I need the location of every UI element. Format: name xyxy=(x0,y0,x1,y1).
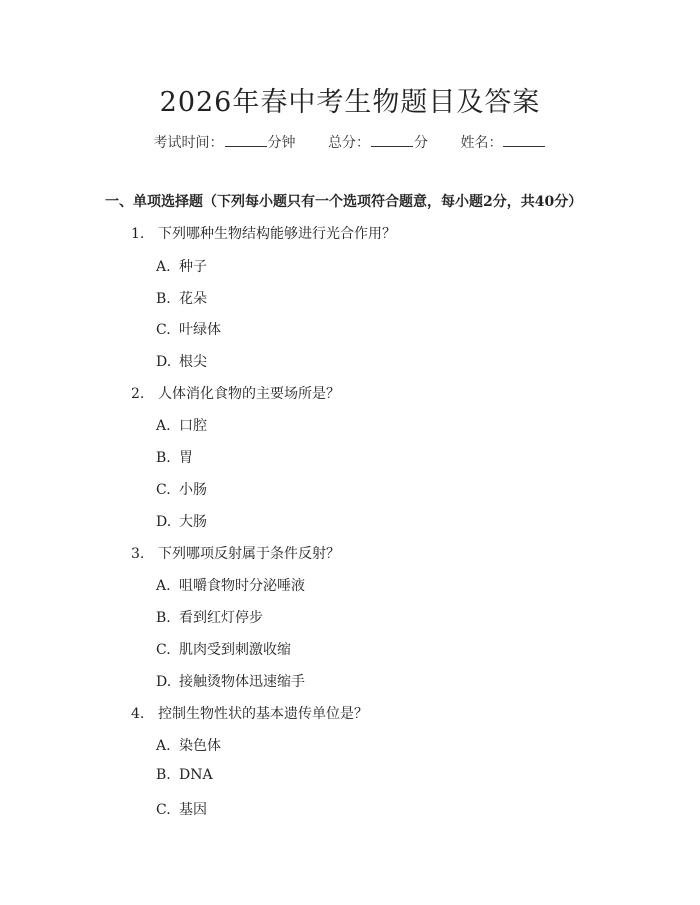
option-text: 胃 xyxy=(179,450,193,466)
option-letter: B. xyxy=(156,610,171,626)
option-text: 种子 xyxy=(179,259,207,275)
option-letter: C. xyxy=(156,322,171,338)
option-text: DNA xyxy=(179,767,213,783)
question-2 xyxy=(131,383,340,403)
question-3 xyxy=(131,543,340,563)
option-text: 大肠 xyxy=(179,514,207,530)
question-number: 2. xyxy=(131,386,145,402)
question-3-option-b xyxy=(156,607,263,627)
total-score-unit: 分 xyxy=(414,135,428,151)
question-2-option-a xyxy=(156,415,207,435)
exam-time-blank xyxy=(225,132,267,147)
name-blank xyxy=(503,132,545,147)
option-letter: C. xyxy=(156,482,171,498)
name-label: 姓名： xyxy=(460,135,503,151)
option-letter: B. xyxy=(156,767,171,783)
question-number: 1. xyxy=(131,226,145,242)
option-letter: D. xyxy=(156,514,172,530)
option-text: 染色体 xyxy=(179,738,221,754)
question-text: 下列哪种生物结构能够进行光合作用？ xyxy=(158,226,396,242)
section-title: 一、单项选择题（下列每小题只有一个选项符合题意，每小题2分，共40分） xyxy=(105,194,583,210)
question-2-option-c xyxy=(156,479,207,499)
exam-time-label: 考试时间： xyxy=(153,135,224,151)
question-1-option-d xyxy=(156,351,207,371)
exam-info-line xyxy=(0,132,700,152)
page-title: 2026年春中考生物题目及答案 xyxy=(159,87,541,118)
option-letter: B. xyxy=(156,291,171,307)
option-text: 接触烫物体迅速缩手 xyxy=(179,674,305,690)
option-text: 肌肉受到刺激收缩 xyxy=(179,642,291,658)
option-text: 看到红灯停步 xyxy=(179,610,263,626)
option-text: 叶绿体 xyxy=(179,322,221,338)
exam-time-field xyxy=(154,132,296,152)
question-text: 控制生物性状的基本遗传单位是？ xyxy=(158,706,368,722)
question-number: 4. xyxy=(131,706,145,722)
question-1-option-a xyxy=(156,256,207,276)
exam-time-unit: 分钟 xyxy=(267,135,296,151)
question-4-option-a xyxy=(156,735,221,755)
question-text: 人体消化食物的主要场所是？ xyxy=(158,386,340,402)
question-1-option-c xyxy=(156,319,221,339)
option-text: 花朵 xyxy=(179,291,207,307)
total-score-label: 总分： xyxy=(328,135,370,151)
option-letter: C. xyxy=(156,642,171,658)
name-field xyxy=(460,132,546,152)
option-letter: A. xyxy=(156,259,171,275)
option-text: 根尖 xyxy=(179,354,207,370)
total-score-field xyxy=(328,132,428,152)
option-letter: A. xyxy=(156,738,171,754)
question-4 xyxy=(131,703,368,723)
option-text: 咀嚼食物时分泌唾液 xyxy=(179,578,305,594)
total-score-blank xyxy=(371,132,413,147)
question-number: 3. xyxy=(131,546,145,562)
question-3-option-a xyxy=(156,575,305,595)
question-2-option-b xyxy=(156,447,193,467)
option-letter: A. xyxy=(156,418,171,434)
question-text: 下列哪项反射属于条件反射？ xyxy=(158,546,340,562)
question-1 xyxy=(131,223,396,243)
question-4-option-b xyxy=(156,767,213,783)
question-1-option-b xyxy=(156,288,207,308)
question-3-option-d xyxy=(156,671,305,691)
option-letter: D. xyxy=(156,674,172,690)
question-3-option-c xyxy=(156,639,291,659)
option-letter: B. xyxy=(156,450,171,466)
option-text: 小肠 xyxy=(179,482,207,498)
question-4-option-c xyxy=(156,799,207,819)
option-text: 口腔 xyxy=(179,418,207,434)
option-letter: D. xyxy=(156,354,172,370)
question-2-option-d xyxy=(156,511,207,531)
option-letter: A. xyxy=(156,578,171,594)
option-text: 基因 xyxy=(179,802,207,818)
option-letter: C. xyxy=(156,802,171,818)
